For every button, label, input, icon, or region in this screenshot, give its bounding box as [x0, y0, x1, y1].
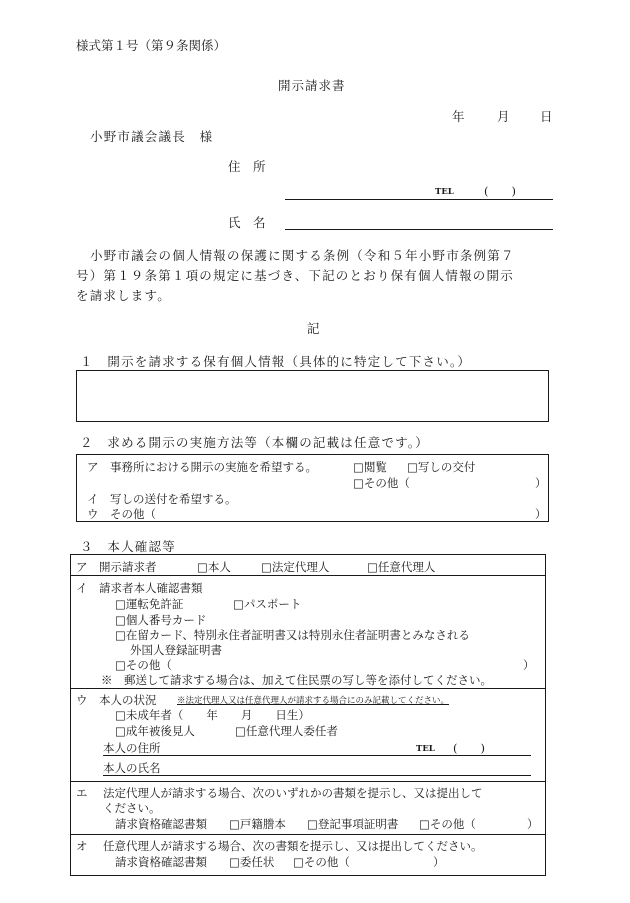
section2-box — [76, 454, 549, 522]
row-divider — [71, 834, 545, 835]
mynumber-card-checkbox[interactable]: □個人番号カード — [115, 613, 207, 627]
adult-guardian-checkbox[interactable]: □成年被後見人 — [115, 724, 195, 738]
requester-self-checkbox[interactable]: □本人 — [197, 560, 231, 574]
date-day: 日 — [540, 109, 553, 124]
legal-rep-other-close: ） — [527, 817, 539, 831]
principal-address-line[interactable] — [103, 755, 531, 756]
requester-legal-rep-checkbox[interactable]: □法定代理人 — [261, 560, 330, 574]
principal-status-label: ウ 本人の状況 — [76, 693, 157, 707]
tel-label: TEL — [435, 187, 454, 197]
option-view-checkbox[interactable]: □閲覧 — [353, 460, 387, 474]
voluntary-rep-label: オ — [76, 839, 88, 853]
id-docs-label: イ 請求者本人確認書類 — [76, 581, 203, 595]
date-month: 月 — [497, 109, 510, 124]
section1-heading: １ 開示を請求する保有個人情報（具体的に特定して下さい。） — [80, 354, 472, 369]
section2-row-u: ウ その他（ — [87, 507, 156, 521]
date-year: 年 — [452, 109, 465, 124]
row-divider — [71, 781, 545, 782]
voluntary-rep-line-1: 任意代理人が請求する場合、次の書類を提示し、又は提出してください。 — [103, 839, 483, 853]
section3-table — [70, 554, 546, 876]
page-title: 開示請求書 — [278, 78, 346, 93]
legal-rep-other-checkbox[interactable]: □その他（ — [419, 817, 476, 831]
section2-heading: ２ 求める開示の実施方法等（本欄の記載は任意です。） — [80, 435, 429, 450]
tel-parens: ( ) — [484, 184, 516, 198]
option-other-checkbox[interactable]: □その他（ — [353, 476, 410, 490]
drivers-license-checkbox[interactable]: □運転免許証 — [115, 597, 184, 611]
principal-name-line[interactable] — [103, 775, 531, 776]
voluntary-principal-checkbox[interactable]: □任意代理人委任者 — [235, 724, 338, 738]
form-number: 様式第１号（第９条関係） — [76, 38, 227, 53]
option-copy-checkbox[interactable]: □写しの交付 — [407, 460, 476, 474]
intro-line-3: を請求します。 — [76, 288, 171, 303]
name-line[interactable] — [285, 229, 553, 230]
mail-note: ※ 郵送して請求する場合は、加えて住民票の写し等を添付してください。 — [101, 673, 492, 687]
name-label: 氏 名 — [228, 215, 266, 230]
section2-row-i: イ 写しの送付を希望する。 — [87, 492, 237, 506]
section3-heading: ３ 本人確認等 — [80, 539, 176, 554]
ki-label: 記 — [307, 321, 320, 336]
legal-rep-line-2: ください。 — [103, 801, 161, 815]
family-register-checkbox[interactable]: □戸籍謄本 — [229, 817, 286, 831]
requester-label: ア 開示請求者 — [76, 560, 157, 574]
power-of-attorney-checkbox[interactable]: □委任状 — [229, 855, 275, 869]
registry-certificate-checkbox[interactable]: □登記事項証明書 — [307, 817, 399, 831]
id-other-checkbox[interactable]: □その他（ — [115, 658, 172, 672]
address-line[interactable] — [285, 199, 553, 200]
intro-line-2: 号）第１９条第１項の規定に基づき、下記のとおり保有個人情報の開示 — [76, 268, 514, 283]
option-other-close: ） — [535, 476, 547, 490]
voluntary-rep-other-close: ） — [433, 855, 445, 869]
requester-voluntary-rep-checkbox[interactable]: □任意代理人 — [367, 560, 436, 574]
principal-status-note: ※法定代理人又は任意代理人が請求する場合にのみ記載してください。 — [177, 696, 450, 706]
voluntary-rep-other-checkbox[interactable]: □その他（ — [293, 855, 350, 869]
minor-checkbox[interactable]: □未成年者（ 年 月 日生） — [115, 708, 310, 722]
section2-row-a: ア 事務所における開示の実施を希望する。 — [87, 460, 317, 474]
row-divider — [71, 575, 545, 576]
legal-rep-label: エ — [76, 786, 88, 800]
legal-rep-line-1: 法定代理人が請求する場合、次のいずれかの書類を提示し、又は提出して — [103, 786, 483, 800]
legal-rep-docs-label: 請求資格確認書類 — [115, 817, 207, 831]
address-label: 住 所 — [228, 159, 266, 174]
alien-registration-label: 外国人登録証明書 — [130, 643, 222, 657]
principal-address-label: 本人の住所 — [103, 741, 161, 755]
principal-tel-label: TEL — [416, 744, 435, 754]
residence-card-checkbox[interactable]: □在留カード、特別永住者証明書又は特別永住者証明書とみなされる — [115, 628, 470, 642]
section1-input-box[interactable] — [76, 370, 549, 422]
voluntary-rep-docs-label: 請求資格確認書類 — [115, 855, 207, 869]
principal-name-label: 本人の氏名 — [103, 761, 161, 775]
principal-tel-parens: ( ) — [453, 741, 485, 755]
addressee: 小野市議会議長 様 — [90, 129, 214, 144]
row-u-close: ） — [535, 507, 547, 521]
row-divider — [71, 688, 545, 689]
id-other-close: ） — [523, 658, 535, 672]
intro-line-1: 小野市議会の個人情報の保護に関する条例（令和５年小野市条例第７ — [90, 248, 515, 263]
passport-checkbox[interactable]: □パスポート — [233, 597, 302, 611]
